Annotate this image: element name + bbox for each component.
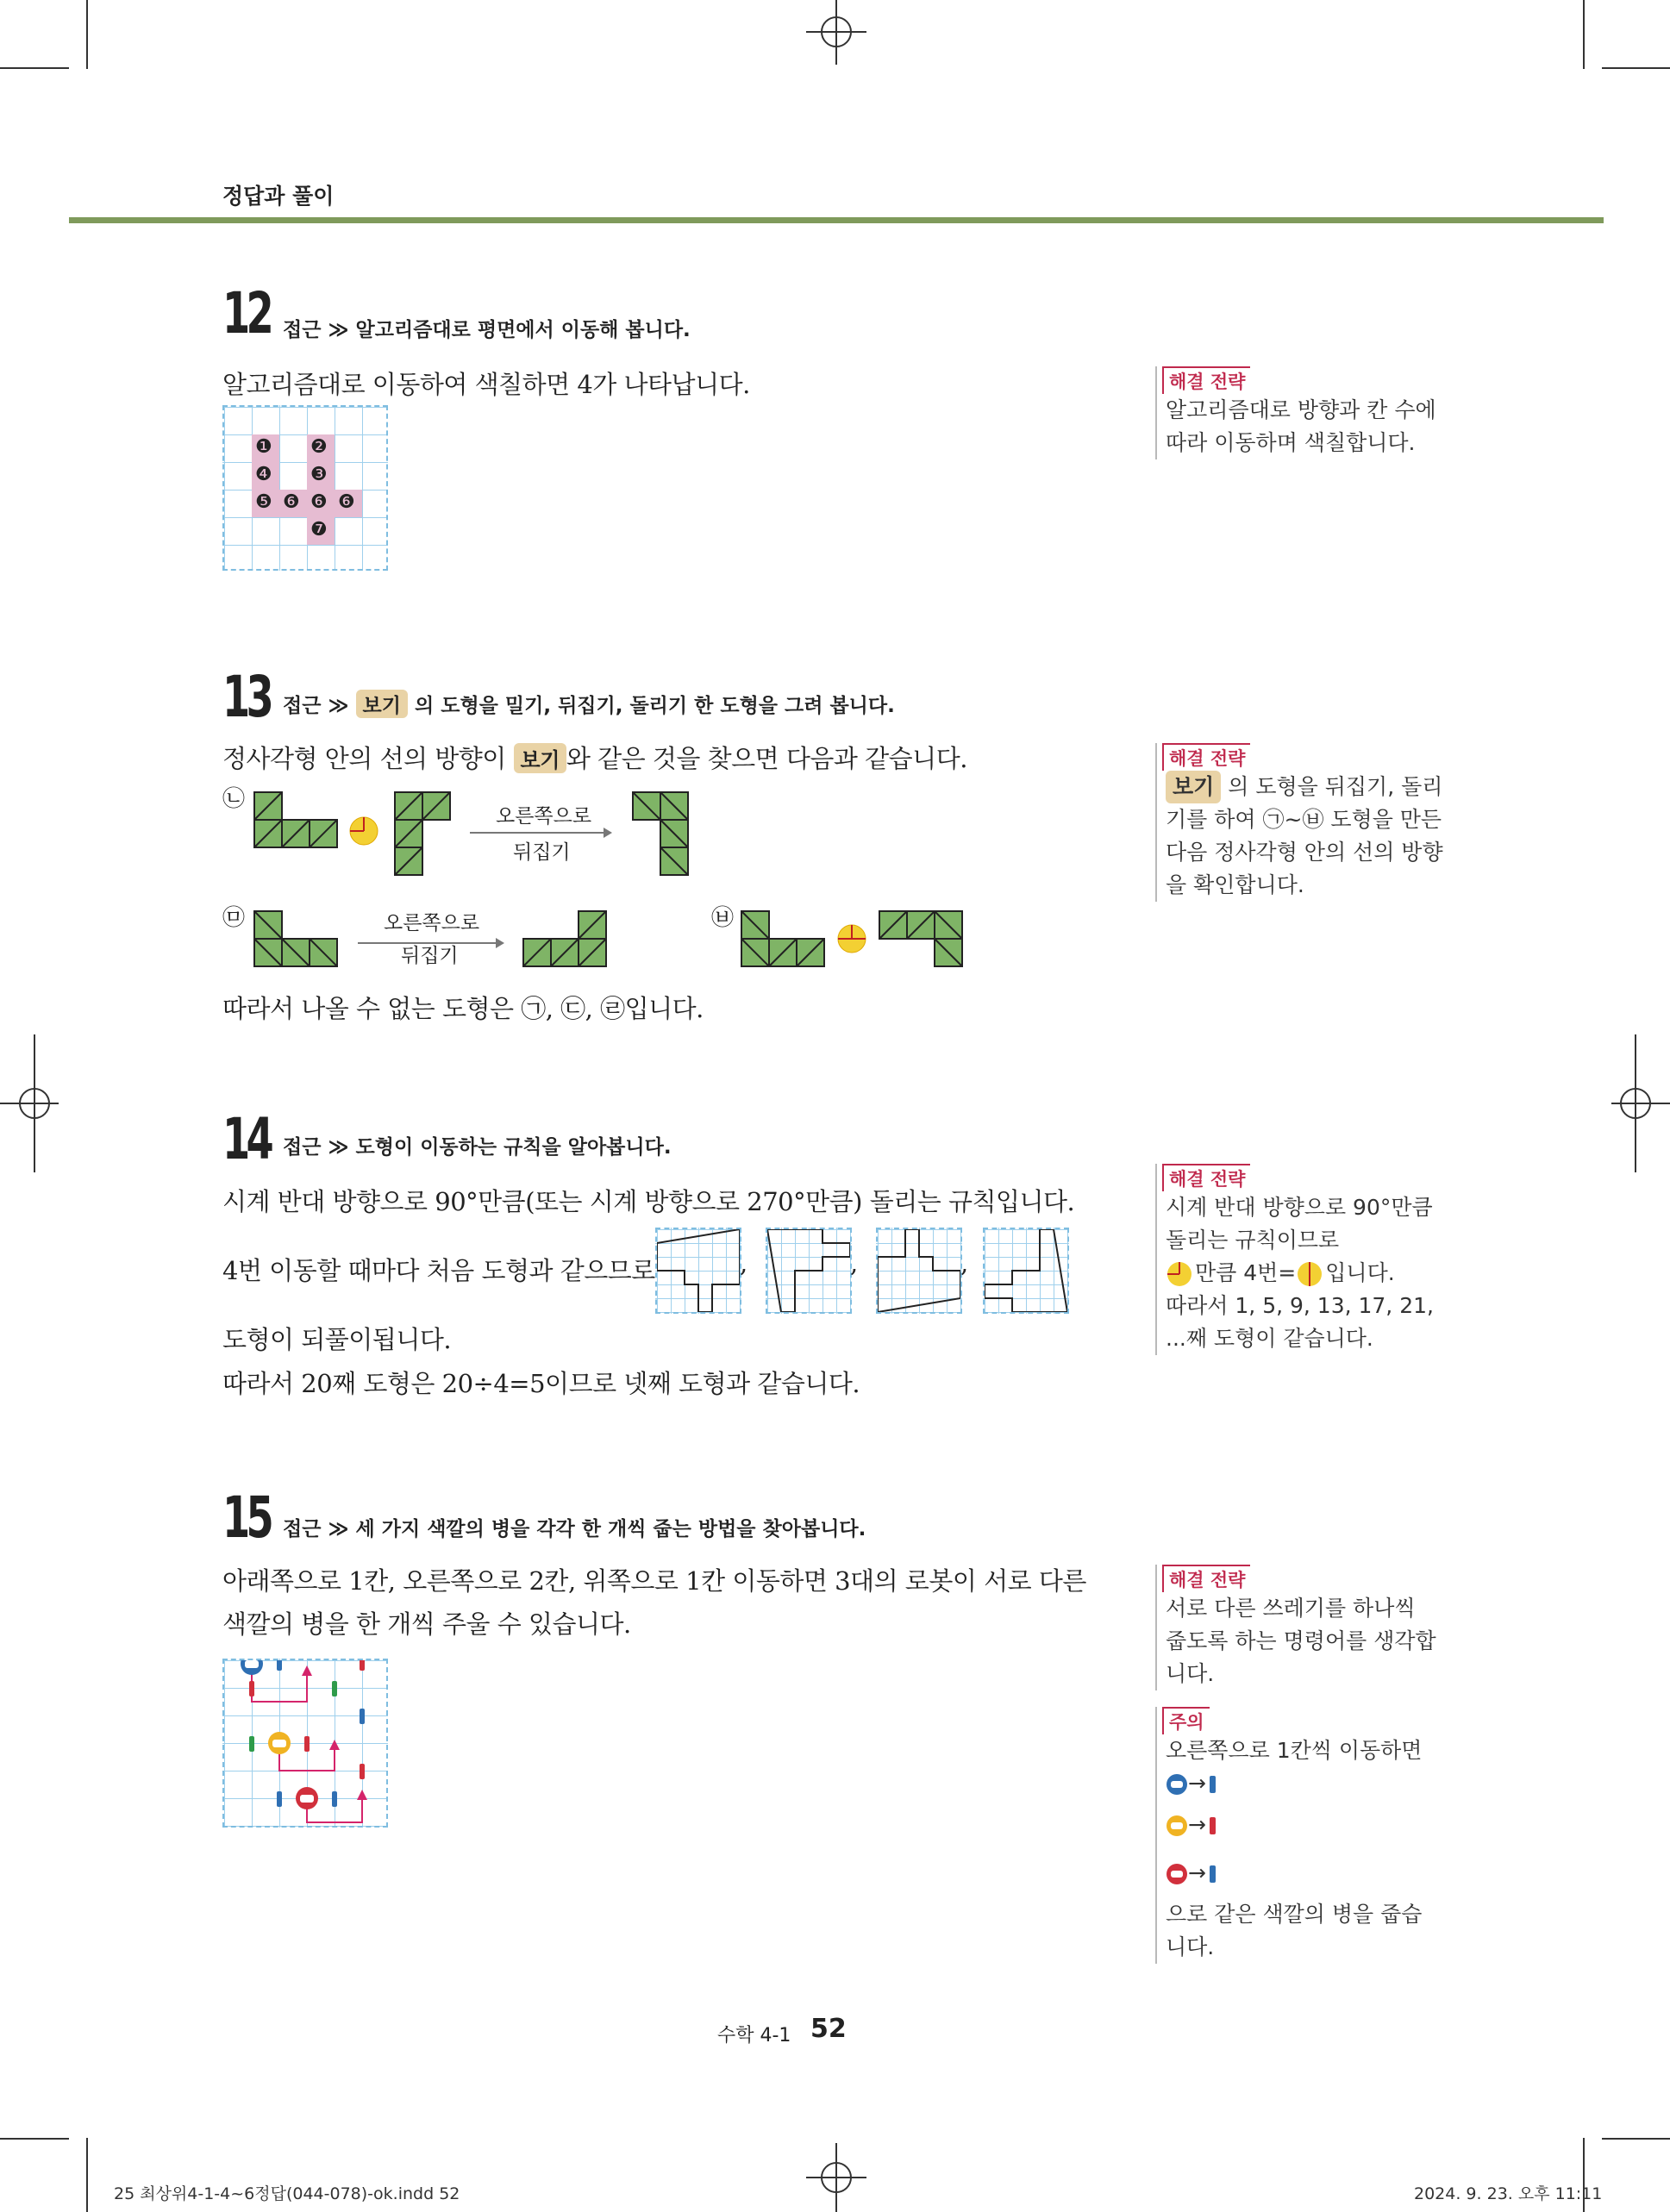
- strategy-line: 줍도록 하는 명령어를 생각합: [1166, 1628, 1436, 1653]
- page-number: 52: [810, 2014, 847, 2044]
- step-marker: ❸: [310, 464, 328, 485]
- arrow-label-top: 오른쪽으로: [384, 912, 480, 934]
- strategy-line: 시계 반대 방향으로 90°만큼: [1166, 1195, 1433, 1220]
- red-robot-icon: [1166, 1863, 1188, 1885]
- q14-line2: 4번 이동할 때마다 처음 도형과 같으므로: [222, 1256, 655, 1285]
- strategy-line: 알고리즘대로 방향과 칸 수에: [1166, 397, 1436, 422]
- registration-mark: [1610, 1034, 1670, 1172]
- question-number-15: 15: [222, 1484, 271, 1551]
- q15-grid: [222, 1659, 388, 1828]
- comma: ,: [960, 1248, 968, 1278]
- crop-mark: [1602, 67, 1670, 69]
- q15-strategy-note: [1155, 1565, 1436, 1690]
- approach-q14: [283, 1131, 672, 1159]
- q14-shape-2: [766, 1228, 852, 1314]
- q13-strategy-note: [1155, 743, 1443, 902]
- blue-bottle-icon: [1206, 1773, 1218, 1796]
- arrow-label-bottom: 뒤집기: [401, 945, 459, 967]
- approach-prefix: 접근 ≫: [283, 1136, 349, 1159]
- footer-timestamp: 2024. 9. 23. 오후 11:11: [1414, 2184, 1603, 2203]
- q13-figure-row1: [250, 788, 733, 883]
- registration-mark: [0, 1034, 60, 1172]
- approach-q15: [283, 1513, 866, 1541]
- strategy-line: ...째 도형이 같습니다.: [1166, 1326, 1373, 1351]
- caution-line: 오른쪽으로 1칸씩 이동하면: [1166, 1738, 1423, 1763]
- crop-mark: [1602, 2138, 1670, 2140]
- quarter-turn-icon: [1166, 1261, 1195, 1287]
- page-subject: 수학 4-1: [717, 2025, 791, 2046]
- step-marker: ❼: [310, 519, 328, 541]
- step-marker: ❹: [255, 464, 272, 485]
- q13-body: [222, 740, 967, 775]
- approach-prefix: 접근 ≫: [283, 319, 349, 341]
- q14-line1: 시계 반대 방향으로 90°만큼(또는 시계 방향으로 270°만큼) 돌리는 규칙입니다.: [222, 1187, 1075, 1216]
- label-d: ㉤: [222, 905, 246, 931]
- strategy-line: 을 확인합니다.: [1166, 872, 1304, 897]
- q15-line2: 색깔의 병을 한 개씩 주울 수 있습니다.: [222, 1609, 631, 1639]
- approach-q13: [283, 690, 895, 718]
- strategy-label: 해결 전략: [1162, 366, 1250, 394]
- approach-text: 도형이 이동하는 규칙을 알아봅니다.: [355, 1136, 672, 1159]
- red-bottle-icon: [1206, 1815, 1218, 1837]
- strategy-label: 해결 전략: [1162, 1565, 1250, 1592]
- q12-grid: [222, 405, 388, 571]
- q15-line1: 아래쪽으로 1칸, 오른쪽으로 2칸, 위쪽으로 1칸 이동하면 3대의 로봇이 서로 다른: [222, 1566, 1086, 1596]
- q12-body: 알고리즘대로 이동하여 색칠하면 4가 나타납니다.: [222, 370, 750, 399]
- arrow: →: [1188, 1812, 1206, 1837]
- step-marker: ❻: [283, 491, 300, 513]
- strategy-line: 서로 다른 쓰레기를 하나씩: [1166, 1596, 1416, 1621]
- approach-text: 세 가지 색깔의 병을 각각 한 개씩 줍는 방법을 찾아봅니다.: [355, 1518, 866, 1540]
- caution-line: 으로 같은 색깔의 병을 줍습: [1166, 1902, 1423, 1927]
- q13-conclusion: 따라서 나올 수 없는 도형은 ㉠, ㉢, ㉣입니다.: [222, 994, 704, 1023]
- strategy-text: 입니다.: [1325, 1260, 1395, 1285]
- registration-mark: [802, 0, 871, 69]
- strategy-line: [1166, 771, 1443, 803]
- strategy-text: 만큼 4번=: [1195, 1260, 1297, 1285]
- approach-prefix: 접근 ≫: [283, 1518, 349, 1540]
- step-marker: ❶: [255, 436, 272, 458]
- blue-bottle-icon: [1206, 1863, 1218, 1885]
- footer-filename: 25 최상위4-1-4~6정답(044-078)-ok.indd 52: [114, 2184, 460, 2203]
- crop-mark: [86, 0, 88, 69]
- registration-mark: [802, 2143, 871, 2212]
- approach-text: 의 도형을 밀기, 뒤집기, 돌리기 한 도형을 그려 봅니다.: [415, 695, 895, 717]
- question-number-13: 13: [222, 664, 271, 730]
- caution-line: [1166, 1767, 1422, 1809]
- strategy-line: 기를 하여 ㉠~㉥ 도형을 만든: [1166, 807, 1442, 832]
- yellow-robot-icon: [1166, 1815, 1188, 1837]
- q14-shape-3: [876, 1228, 962, 1314]
- approach-q12: [283, 314, 691, 342]
- strategy-text: 의 도형을 뒤집기, 돌리: [1228, 774, 1443, 799]
- full-turn-icon: [1296, 1261, 1325, 1287]
- caution-line: 니다.: [1166, 1934, 1215, 1959]
- strategy-label: 해결 전략: [1162, 743, 1250, 771]
- step-marker: ❷: [310, 436, 328, 458]
- question-number-12: 12: [222, 280, 271, 347]
- body-text: 와 같은 것을 찾으면 다음과 같습니다.: [566, 744, 967, 773]
- crop-mark: [0, 67, 69, 69]
- arrow-label-top: 오른쪽으로: [496, 805, 592, 828]
- question-number-14: 14: [222, 1106, 271, 1172]
- caution-line: [1166, 1809, 1422, 1857]
- q14-strategy-note: [1155, 1164, 1434, 1355]
- step-marker: ❺: [255, 491, 272, 513]
- q13-figure-row2-f: [737, 907, 970, 976]
- arrow: →: [1188, 1771, 1206, 1796]
- strategy-line: 다음 정사각형 안의 선의 방향: [1166, 840, 1443, 865]
- step-marker: ❻: [310, 491, 328, 513]
- strategy-line: 니다.: [1166, 1661, 1215, 1686]
- section-header: 정답과 풀이: [222, 184, 335, 209]
- header-divider: [69, 217, 1604, 223]
- strategy-line: 따라 이동하며 색칠합니다.: [1166, 430, 1416, 455]
- strategy-label: 해결 전략: [1162, 1164, 1250, 1191]
- q14-line3: 도형이 되풀이됩니다.: [222, 1325, 452, 1354]
- caution-label: 주의: [1162, 1707, 1210, 1734]
- bogi-box: 보기: [514, 743, 566, 773]
- crop-mark: [86, 2138, 88, 2212]
- crop-mark: [1583, 0, 1585, 69]
- q14-shape-4: [983, 1228, 1069, 1314]
- blue-robot-icon: [1166, 1773, 1188, 1796]
- q14-shape-1: [655, 1228, 741, 1314]
- crop-mark: [0, 2138, 69, 2140]
- comma: ,: [740, 1248, 747, 1278]
- step-marker: ❻: [338, 491, 355, 513]
- label-f: ㉥: [711, 905, 735, 931]
- strategy-line: 따라서 1, 5, 9, 13, 17, 21,: [1166, 1293, 1434, 1318]
- arrow: →: [1188, 1860, 1206, 1885]
- q12-strategy-note: [1155, 366, 1436, 459]
- comma: ,: [850, 1248, 858, 1278]
- strategy-line: [1166, 1257, 1434, 1290]
- q15-caution-note: [1155, 1707, 1422, 1964]
- strategy-line: 돌리는 규칙이므로: [1166, 1228, 1340, 1253]
- approach-text: 알고리즘대로 평면에서 이동해 봅니다.: [355, 319, 691, 341]
- label-b: ㉡: [222, 786, 246, 812]
- q15-path-diagram: [224, 1660, 386, 1826]
- approach-prefix: 접근 ≫: [283, 695, 349, 717]
- bogi-box: 보기: [1166, 771, 1221, 803]
- caution-line: [1166, 1857, 1422, 1898]
- q14-line4: 따라서 20째 도형은 20÷4=5이므로 넷째 도형과 같습니다.: [222, 1369, 860, 1398]
- arrow-label-bottom: 뒤집기: [513, 841, 571, 864]
- bogi-box: 보기: [356, 690, 408, 718]
- body-text: 정사각형 안의 선의 방향이: [222, 744, 506, 773]
